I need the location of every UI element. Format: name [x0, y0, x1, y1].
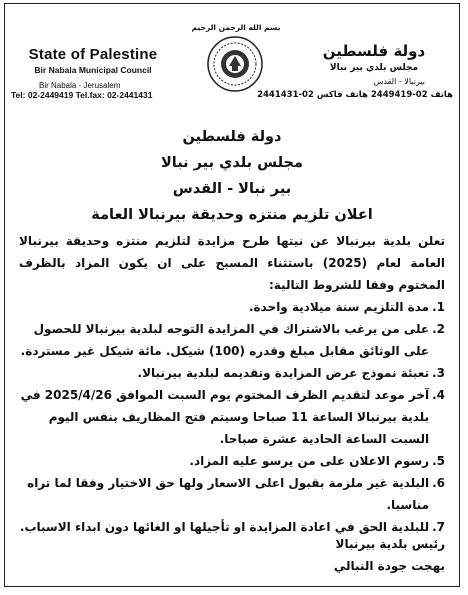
condition-number: 1.: [432, 300, 445, 314]
condition-item: [19, 296, 445, 318]
arabic-state-title: دولة فلسطين: [322, 42, 426, 60]
condition-item: [19, 362, 445, 384]
signature-name: بهجت جودة النبالي: [333, 559, 445, 573]
condition-text: مدة التلزيم سنة ميلادية واحدة.: [248, 300, 430, 314]
condition-text: للبلدية الحق في اعادة المزايدة او تأجيلها او الغائها دون ابداء الاسباب.: [19, 520, 430, 534]
english-state-title: State of Palestine: [28, 46, 158, 63]
arabic-letterhead: [299, 42, 449, 86]
basmala: بسم الله الرحمن الرحيم: [191, 23, 281, 32]
condition-text: رسوم الاعلان على من يرسو عليه المزاد.: [189, 454, 430, 468]
conditions-list: [19, 296, 445, 538]
condition-item: [19, 318, 445, 362]
english-location: Bir Nabala - Jerusalem: [39, 81, 121, 90]
condition-item: [19, 384, 445, 450]
english-council-name: Bir Nabala Municipal Council: [34, 65, 152, 75]
condition-text: البلدية غير ملزمة بقبول اعلى الاسعار ولها حق الاختيار وفقا لما تراه مناسبا.: [27, 476, 430, 512]
condition-number: 2.: [432, 322, 445, 336]
municipal-seal-icon: [205, 34, 265, 94]
title-announcement: اعلان تلزيم منتزه وحديقة بيرنبالا العامة: [91, 207, 373, 223]
condition-number: 4.: [432, 388, 445, 402]
condition-text: على من يرغب بالاشتراك في المزايدة التوجه لبلدية بيرنبالا للحصول على الوثائق مقابل مبلغ وقدره (100) شيكل. مائة شيكل غير مستردة.: [20, 322, 430, 358]
condition-item: [19, 472, 445, 516]
condition-text: آخر موعد لتقديم الظرف المختوم يوم السبت الموافق 2025/4/26 في بلدية بيرنبالا الساعة 11 صباحا وسيتم فتح المظاريف بنفس اليوم السبت الساعة الحادية عشرة صباحا.: [20, 388, 430, 446]
letterhead: [5, 12, 459, 104]
condition-number: 3.: [432, 366, 445, 380]
announcement-titles: [5, 124, 459, 228]
condition-item: [19, 450, 445, 472]
english-letterhead: [13, 46, 173, 90]
condition-number: 6.: [432, 476, 445, 490]
title-state: دولة فلسطين: [182, 129, 282, 145]
title-location: بير نبالا - القدس: [172, 181, 292, 197]
condition-number: 7.: [432, 520, 445, 534]
signature-block: [334, 533, 445, 577]
arabic-phones: هاتف 02-2449419 هاتف فاكس 02-2441431: [257, 90, 453, 100]
announcement-page: [4, 3, 460, 587]
announcement-body: [19, 230, 445, 538]
signature-role: رئيس بلدية بيرنبالا: [335, 537, 445, 551]
intro-paragraph: تعلن بلدية بيرنبالا عن نيتها طرح مزايدة لتلزيم منتزه وحديقة بيرنبالا العامة لعام (2025) باستثناء المسبح على ان يكون المزاد بالظرف المختوم وفقا للشروط التالية:: [19, 234, 445, 292]
english-phones: Tel: 02-2449419 Tel.fax: 02-2441431: [11, 90, 153, 100]
arabic-council-name: مجلس بلدي بير نبالا: [329, 63, 419, 73]
title-council: مجلس بلدي بير نبالا: [160, 155, 303, 171]
condition-number: 5.: [432, 454, 445, 468]
arabic-location: بيرنبالا - القدس: [373, 77, 425, 86]
condition-text: تعبئة نموذج عرض المزايدة وتقديمه لبلدية بيرنبالا.: [137, 366, 430, 380]
